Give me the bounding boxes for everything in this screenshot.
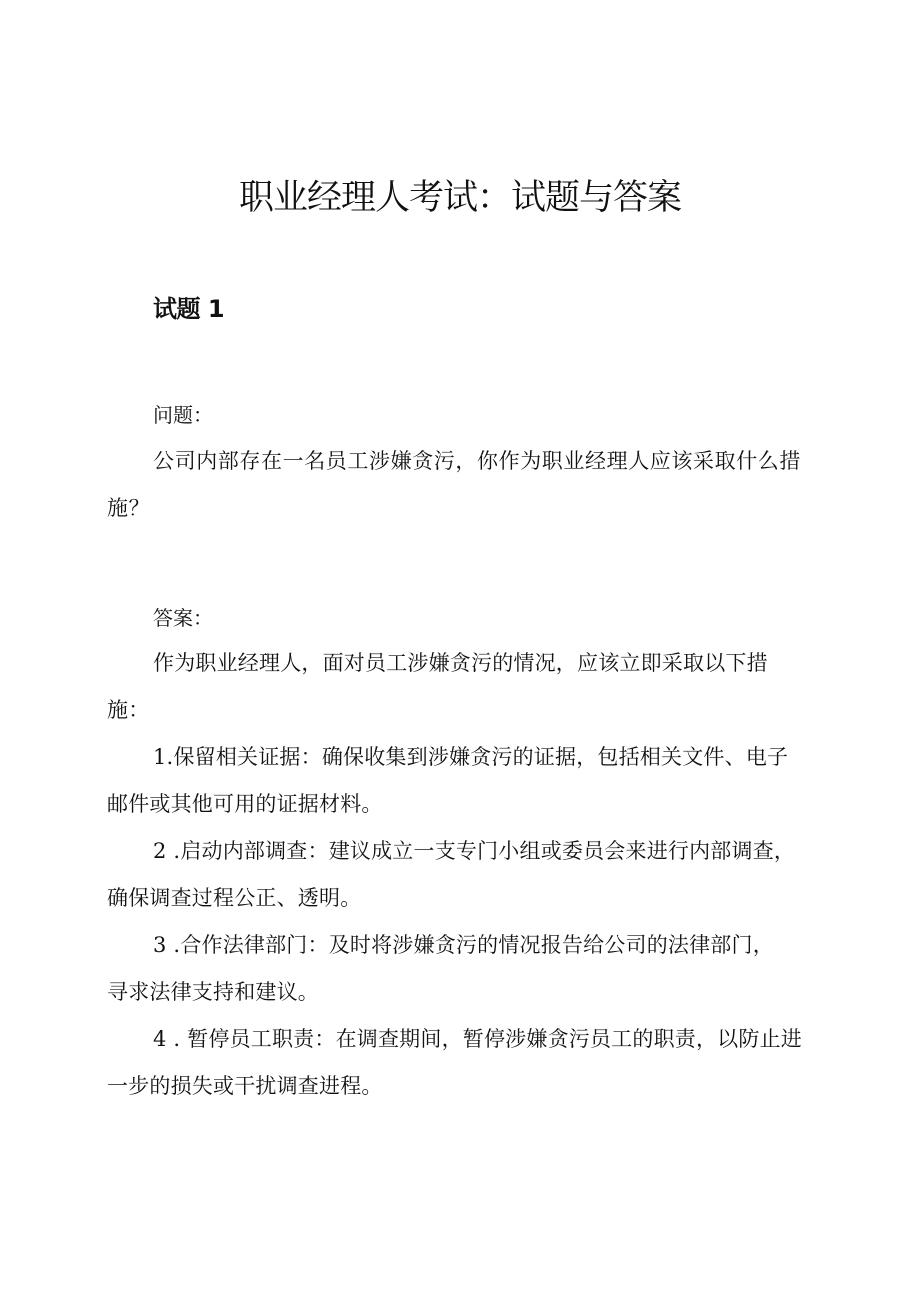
measure-text: 暂停员工职责：在调查期间，暂停涉嫌贪污员工的职责，以防止进一步的损失或干扰调查进程。 [107,1027,802,1098]
question-text: 公司内部存在一名员工涉嫌贪污，你作为职业经理人应该采取什么措施？ [107,449,801,520]
measure-text: 启动内部调查：建议成立一支专门小组或委员会来进行内部调查，确保调查过程公正、透明。 [107,839,796,910]
measure-number: 2 . [153,839,181,863]
measure-item [107,828,815,922]
answer-intro: 作为职业经理人，面对员工涉嫌贪污的情况，应该立即采取以下措施： [107,651,768,722]
measure-text: 保留相关证据：确保收集到涉嫌贪污的证据，包括相关文件、电子邮件或其他可用的证据材料。 [107,745,789,816]
measure-text: 合作法律部门：及时将涉嫌贪污的情况报告给公司的法律部门，寻求法律支持和建议。 [107,933,774,1004]
measure-item [107,734,807,828]
page-title: 职业经理人考试：试题与答案 [238,178,681,218]
measure-number: 3 . [153,933,181,957]
measure-number: 4 . [153,1027,188,1051]
measure-item [107,1016,823,1110]
question-label: 问题： [153,403,213,427]
answer-label: 答案： [153,606,213,630]
measure-item [107,922,791,1016]
measure-number: 1. [153,745,174,769]
section-heading: 试题 1 [153,295,225,323]
